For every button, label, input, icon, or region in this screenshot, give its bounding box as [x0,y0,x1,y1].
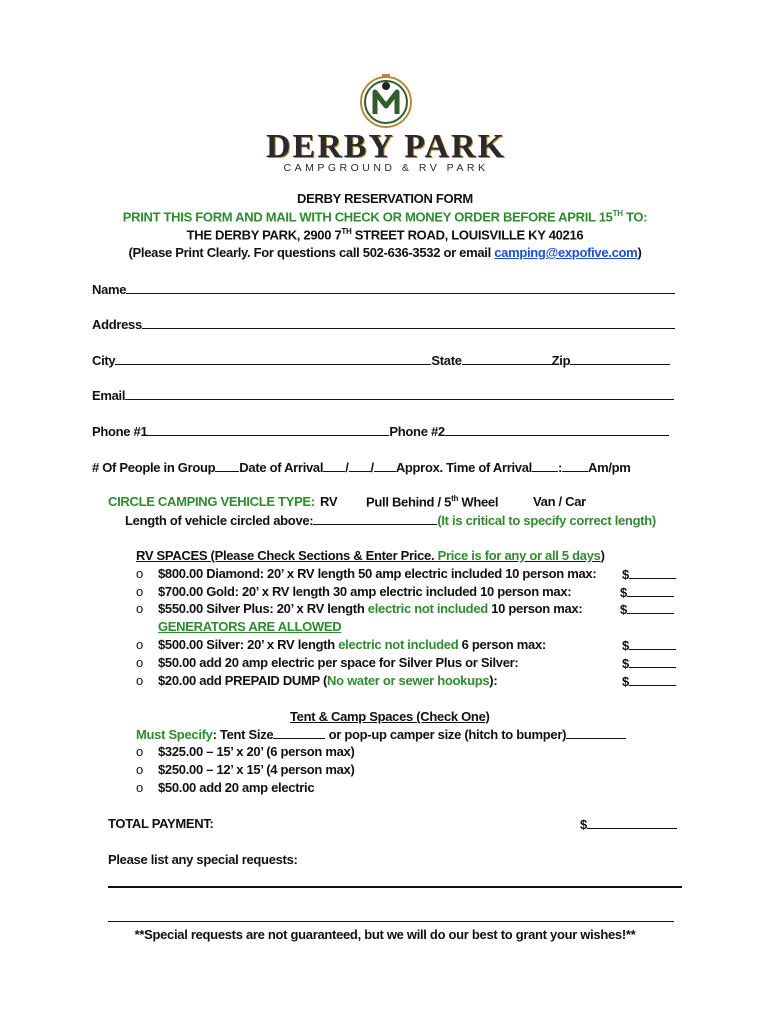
special-requests-note: **Special requests are not guaranteed, but we will do our best to grant your wishes!** [134,927,636,942]
special-requests-line-1[interactable] [108,886,682,888]
rv-option-silver-plus[interactable]: o $550.00 Silver Plus: 20’ x RV length electric not included 10 person max: [136,601,583,616]
name-field[interactable]: Name [92,281,675,297]
tent-option-15x20[interactable]: o $325.00 – 15’ x 20’ (6 person max) [136,744,355,759]
logo [236,66,536,176]
email-link[interactable]: camping@expofive.com [494,245,638,260]
contact-line: (Please Print Clearly. For questions call 502-636-3532 or email camping@expofive.com) [128,245,642,260]
rv-option-electric-addon[interactable]: o $50.00 add 20 amp electric per space for Silver Plus or Silver: [136,655,519,670]
tent-size-field[interactable]: Must Specify: Tent Size or pop-up camper size (hitch to bumper) [136,726,626,742]
vehicle-length-field[interactable]: Length of vehicle circled above: (It is critical to specify correct length) [125,513,656,528]
derby-park-emblem-icon [236,66,536,132]
total-payment-label: TOTAL PAYMENT: [108,816,214,831]
email-field[interactable]: Email [92,387,674,403]
price-field-gold[interactable]: $ [620,584,674,600]
generators-note: GENERATORS ARE ALLOWED [158,619,342,634]
city-state-zip-fields[interactable]: City State Zip [92,352,670,368]
brand-name: DERBY PARK [265,128,507,165]
tent-heading: Tent & Camp Spaces (Check One) [290,709,490,724]
special-requests-label: Please list any special requests: [108,852,298,867]
price-field-silver[interactable]: $ [622,637,676,653]
price-field-prepaid-dump[interactable]: $ [622,673,676,689]
total-payment-field[interactable]: $ [580,816,677,832]
phone-fields[interactable]: Phone #1 Phone #2 [92,423,669,439]
rv-option-diamond[interactable]: o $800.00 Diamond: 20’ x RV length 50 amp electric included 10 person max: [136,566,597,581]
mailing-address: THE DERBY PARK, 2900 7TH STREET ROAD, LOUISVILLE KY 40216 [186,227,584,243]
special-requests-line-2[interactable] [108,921,674,922]
tent-option-electric[interactable]: o $50.00 add 20 amp electric [136,780,315,795]
brand-tagline: CAMPGROUND & RV PARK [283,162,489,174]
vehicle-option-van-car[interactable]: Van / Car [533,494,586,509]
rv-option-gold[interactable]: o $700.00 Gold: 20’ x RV length 30 amp electric included 10 person max: [136,584,572,599]
vehicle-type-row: CIRCLE CAMPING VEHICLE TYPE: [108,494,315,509]
form-title: DERBY RESERVATION FORM [297,191,473,206]
price-field-electric-addon[interactable]: $ [622,655,676,671]
price-field-silver-plus[interactable]: $ [620,601,674,617]
address-field[interactable]: Address [92,316,675,332]
vehicle-option-rv[interactable]: RV [320,494,338,509]
arrival-fields[interactable]: # Of People in Group Date of Arrival / / Approx. Time of Arrival : Am/pm [92,460,631,475]
rv-option-prepaid-dump[interactable]: o $20.00 add PREPAID DUMP (No water or sewer hookups): [136,673,498,688]
rv-option-silver[interactable]: o $500.00 Silver: 20’ x RV length electric not included 6 person max: [136,637,546,652]
print-instruction: PRINT THIS FORM AND MAIL WITH CHECK OR MONEY ORDER BEFORE APRIL 15TH TO: [122,209,648,225]
vehicle-option-pull-behind[interactable]: Pull Behind / 5th Wheel [366,494,499,510]
price-field-diamond[interactable]: $ [622,566,676,582]
rv-spaces-heading: RV SPACES (Please Check Sections & Enter Price. Price is for any or all 5 days) [136,548,605,563]
tent-option-12x15[interactable]: o $250.00 – 12’ x 15’ (4 person max) [136,762,355,777]
